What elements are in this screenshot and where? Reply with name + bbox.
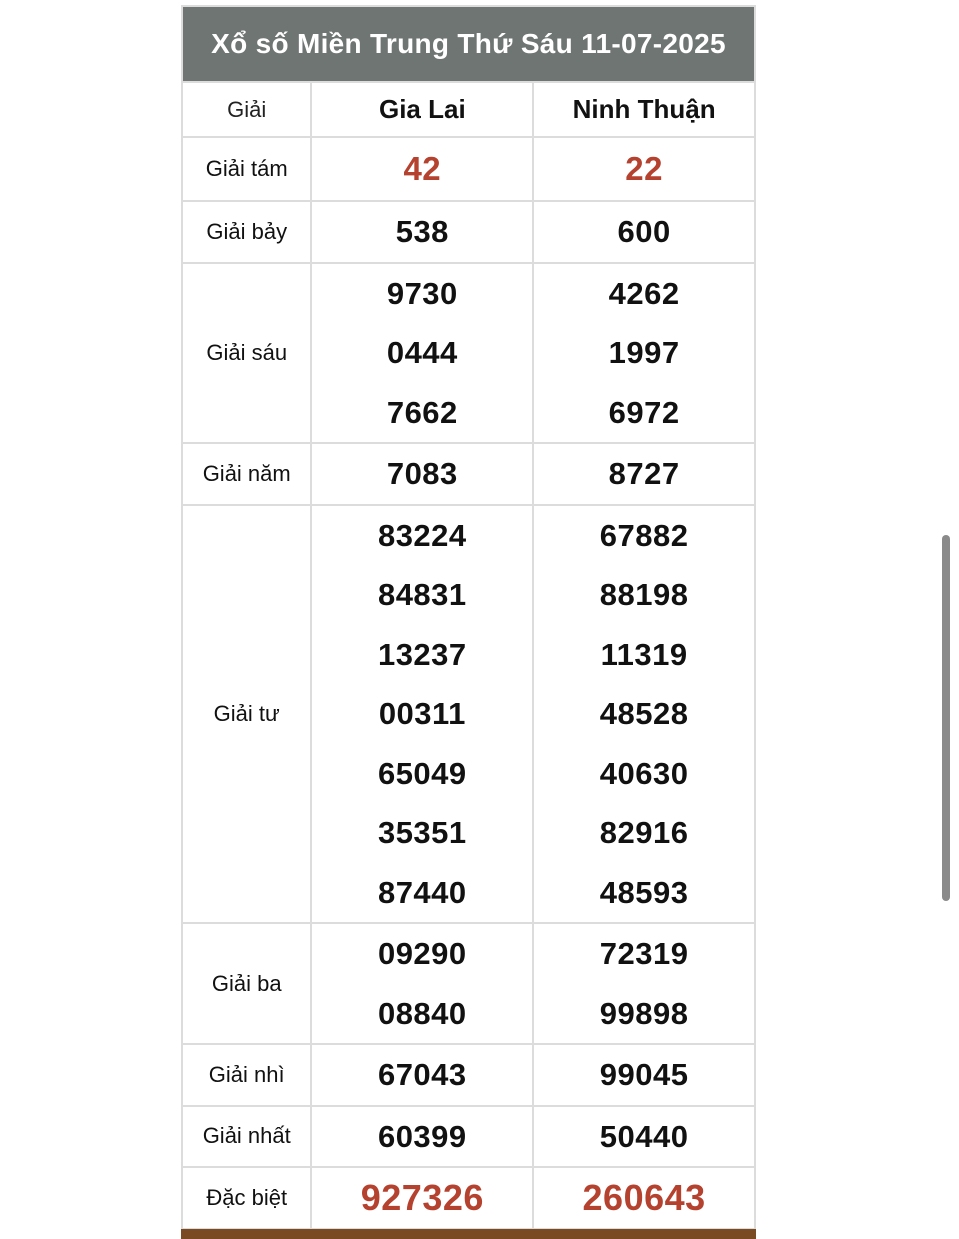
lottery-number: 927326 [360,1177,484,1218]
lottery-number: 35351 [377,815,467,850]
scrollbar-thumb[interactable] [942,535,950,901]
numbers-cell-gia-lai [311,443,533,505]
prize-row-giai-sau [182,263,755,444]
numbers-cell-ninh-thuan [533,443,755,505]
prize-row-dac-biet [182,1167,755,1229]
prize-row-giai-nhat [182,1106,755,1168]
numbers-cell-gia-lai [311,923,533,1044]
lottery-number: 09290 [377,936,467,971]
prize-row-giai-ba [182,923,755,1044]
prize-label: Giải ba [182,923,311,1044]
lottery-number: 83224 [377,517,467,553]
numbers-cell-gia-lai [311,505,533,924]
lottery-number: 99045 [599,1057,689,1092]
numbers-cell-gia-lai [311,1044,533,1106]
lottery-number: 7662 [386,394,458,430]
lottery-number: 60399 [377,1118,467,1154]
numbers-cell-gia-lai [311,1106,533,1168]
lottery-number: 08840 [377,995,467,1031]
lottery-result-table [181,5,756,1230]
table-title: Xổ số Miền Trung Thứ Sáu 11-07-2025 [182,6,755,82]
lottery-number: 600 [617,214,671,249]
lottery-number: 87440 [377,874,467,910]
prize-row-giai-tam [182,137,755,201]
lottery-number: 260643 [582,1177,706,1218]
prize-label: Giải năm [182,443,311,505]
prize-label: Đặc biệt [182,1167,311,1229]
prize-label: Giải nhì [182,1044,311,1106]
lottery-number: 00311 [378,696,466,731]
lottery-number: 67882 [599,517,689,553]
numbers-cell-ninh-thuan [533,137,755,201]
lottery-number: 82916 [599,815,689,850]
header-row [182,82,755,137]
numbers-cell-gia-lai [311,263,533,444]
numbers-cell-gia-lai [311,201,533,263]
prize-row-giai-nhi [182,1044,755,1106]
bottom-bar [181,1229,756,1239]
prize-label: Giải tám [182,137,311,201]
prize-label: Giải sáu [182,263,311,444]
prize-label: Giải nhất [182,1106,311,1168]
lottery-number: 42 [403,150,442,187]
lottery-number: 40630 [599,755,689,791]
numbers-cell-ninh-thuan [533,1167,755,1229]
numbers-cell-gia-lai [311,1167,533,1229]
numbers-cell-ninh-thuan [533,1044,755,1106]
prize-label: Giải tư [182,505,311,924]
numbers-cell-ninh-thuan [533,1106,755,1168]
prize-label: Giải bảy [182,201,311,263]
lottery-number: 65049 [377,755,467,791]
lottery-number: 7083 [386,456,458,491]
result-body [182,137,755,1229]
numbers-cell-ninh-thuan [533,263,755,444]
numbers-cell-ninh-thuan [533,505,755,924]
lottery-number: 88198 [599,577,689,612]
header-province-ninh-thuan[interactable]: Ninh Thuận [533,82,755,137]
lottery-number: 48528 [599,696,689,731]
lottery-number: 4262 [608,275,680,311]
lottery-number: 72319 [599,936,689,971]
lottery-number: 6972 [608,394,680,430]
lottery-number: 67043 [377,1057,467,1092]
lottery-number: 8727 [608,456,680,491]
numbers-cell-ninh-thuan [533,201,755,263]
lottery-number: 9730 [386,275,458,311]
lottery-number: 99898 [599,995,689,1031]
header-province-gia-lai[interactable]: Gia Lai [311,82,533,137]
numbers-cell-ninh-thuan [533,923,755,1044]
lottery-number: 1997 [608,335,680,370]
numbers-cell-gia-lai [311,137,533,201]
prize-row-giai-tu [182,505,755,924]
header-prize-label: Giải [182,82,311,137]
lottery-number: 50440 [599,1118,689,1154]
lottery-number: 48593 [599,874,689,910]
prize-row-giai-nam [182,443,755,505]
lottery-number: 0444 [386,335,458,370]
lottery-number: 11319 [600,636,688,672]
lottery-number: 22 [625,150,663,187]
lottery-number: 538 [395,214,449,249]
lottery-number: 13237 [377,636,467,672]
lottery-number: 84831 [377,577,467,612]
prize-row-giai-bay [182,201,755,263]
